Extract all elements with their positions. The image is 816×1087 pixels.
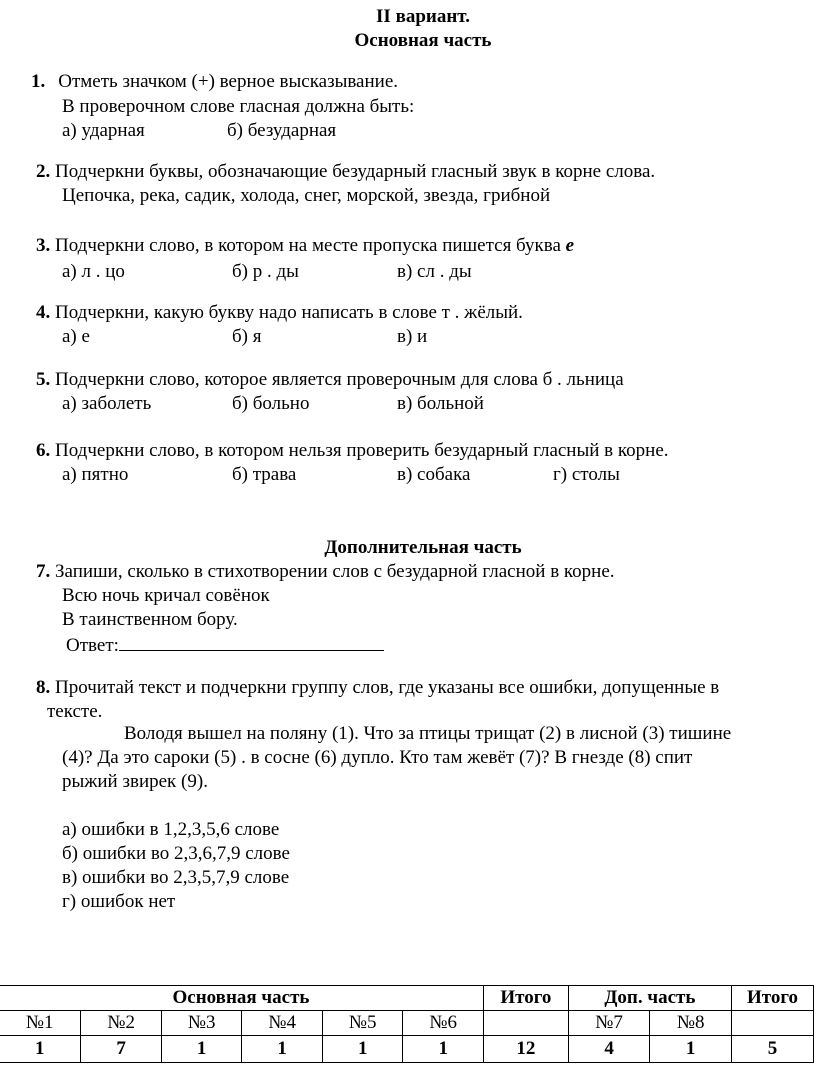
score-value: 1 (161, 1036, 242, 1063)
question-1-option-b: б) безударная (227, 120, 337, 141)
question-6-option-c: в) собака (397, 464, 471, 485)
question-3-option-b: б) р . ды (232, 261, 299, 282)
score-value: 1 (650, 1036, 732, 1063)
score-table (0, 985, 814, 1063)
question-8: 8. Прочитай текст и подчеркни группу слов, где указаны все ошибки, допущенные в (36, 677, 720, 698)
answer-line[interactable] (119, 633, 384, 651)
score-value: 4 (568, 1036, 650, 1063)
col-number: №3 (161, 1011, 242, 1036)
question-7: 7. Запиши, сколько в стихотворении слов с безударной гласной в корне. (36, 561, 615, 582)
header-total-extra: Итого (731, 986, 813, 1011)
question-4-option-b: б) я (232, 326, 262, 347)
main-section-title: Основная часть (354, 30, 492, 51)
question-3-option-c: в) сл . ды (397, 261, 472, 282)
col-number: №8 (650, 1011, 732, 1036)
header-main-part: Основная часть (0, 986, 483, 1011)
question-7-poem-line-1: Всю ночь кричал совёнок (62, 585, 270, 606)
question-7-answer: Ответ: (66, 633, 384, 657)
question-6-option-d: г) столы (553, 464, 620, 485)
header-total-main: Итого (483, 986, 568, 1011)
question-5-option-c: в) больной (397, 393, 484, 414)
question-2-words: Цепочка, река, садик, холода, снег, морской, звезда, грибной (62, 185, 551, 206)
question-6: 6. Подчеркни слово, в котором нельзя проверить безударный гласный в корне. (36, 440, 669, 461)
question-4-option-a: а) е (62, 326, 90, 347)
col-number: №1 (0, 1011, 81, 1036)
score-value: 1 (242, 1036, 323, 1063)
score-value: 5 (731, 1036, 813, 1063)
question-4-option-c: в) и (397, 326, 428, 347)
col-number (483, 1011, 568, 1036)
col-number: №7 (568, 1011, 650, 1036)
question-1-statement: В проверочном слове гласная должна быть: (62, 96, 415, 117)
question-6-option-b: б) трава (232, 464, 297, 485)
question-8-passage-line-3: рыжий звирек (9). (62, 771, 208, 792)
question-6-option-a: а) пятно (62, 464, 129, 485)
col-number: №2 (81, 1011, 162, 1036)
question-5-option-a: а) заболеть (62, 393, 152, 414)
question-2: 2. Подчеркни буквы, обозначающие безударный гласный звук в корне слова. (36, 161, 656, 182)
score-value: 1 (403, 1036, 484, 1063)
question-3-option-a: а) л . цо (62, 261, 125, 282)
question-8-text-cont: тексте. (47, 701, 103, 722)
col-number: №4 (242, 1011, 323, 1036)
score-value: 12 (483, 1036, 568, 1063)
question-5-option-b: б) больно (232, 393, 310, 414)
question-8-option-a: а) ошибки в 1,2,3,5,6 слове (62, 819, 280, 840)
question-8-passage-line-2: (4)? Да это сароки (5) . в сосне (6) дупло. Кто там жевёт (7)? В гнезде (8) спит (62, 747, 693, 768)
question-7-poem-line-2: В таинственном бору. (62, 609, 238, 630)
col-number (731, 1011, 813, 1036)
extra-section-title: Дополнительная часть (324, 537, 522, 558)
question-1: 1. Отметь значком (+) верное высказывание. (31, 71, 399, 92)
question-4: 4. Подчеркни, какую букву надо написать в слове т . жёлый. (36, 302, 523, 323)
question-8-option-c: в) ошибки во 2,3,5,7,9 слове (62, 867, 290, 888)
score-value: 7 (81, 1036, 162, 1063)
question-5: 5. Подчеркни слово, которое является проверочным для слова б . льница (36, 369, 624, 390)
score-value: 1 (322, 1036, 403, 1063)
score-value: 1 (0, 1036, 81, 1063)
variant-title: II вариант. (376, 6, 470, 27)
header-extra-part: Доп. часть (568, 986, 731, 1011)
question-1-option-a: а) ударная (62, 120, 145, 141)
question-8-option-d: г) ошибок нет (62, 891, 176, 912)
col-number: №6 (403, 1011, 484, 1036)
question-3: 3. Подчеркни слово, в котором на месте пропуска пишется буква е (36, 235, 575, 256)
question-8-option-b: б) ошибки во 2,3,6,7,9 слове (62, 843, 290, 864)
col-number: №5 (322, 1011, 403, 1036)
question-8-passage-line-1: Володя вышел на поляну (1). Что за птицы трищат (2) в лисной (3) тишине (124, 723, 732, 744)
